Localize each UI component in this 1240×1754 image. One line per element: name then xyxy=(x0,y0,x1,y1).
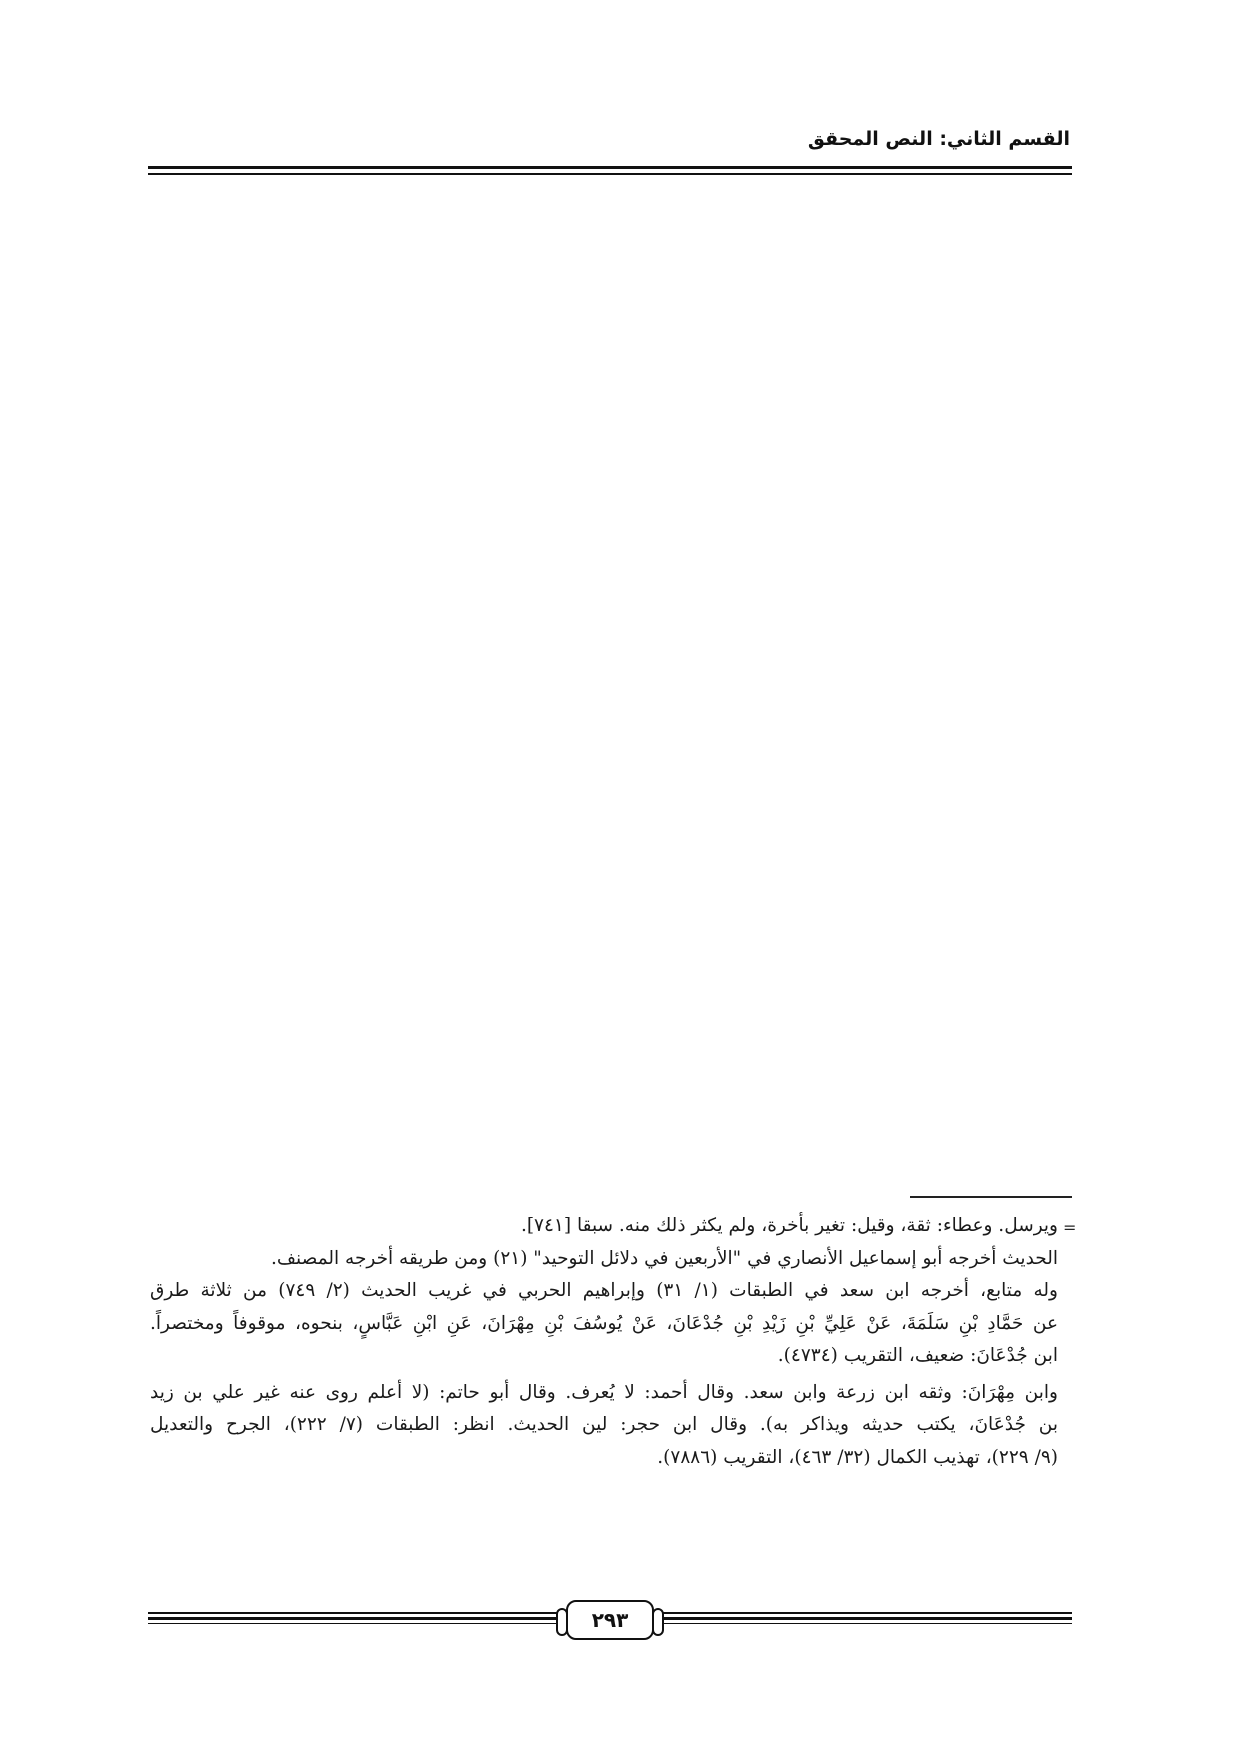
footer-rule-right xyxy=(656,1612,1072,1614)
footnotes-block xyxy=(150,1210,1058,1474)
header-rule-thick xyxy=(148,166,1072,169)
footer-rule-left xyxy=(148,1612,560,1614)
footnote-line: (٩/ ٢٢٩)، تهذيب الكمال (٣٢/ ٤٦٣)، التقريب (٧٨٨٦). xyxy=(657,1446,1058,1468)
page-number: ٢٩٣ xyxy=(566,1600,654,1640)
footer-rule-left xyxy=(148,1617,560,1620)
footer-rule-right xyxy=(656,1623,1072,1624)
running-header-title: القسم الثاني: النص المحقق xyxy=(807,128,1070,150)
footnote-separator xyxy=(910,1196,1072,1198)
footnote-line: وله متابع، أخرجه ابن سعد في الطبقات (١/ ٣١) وإبراهيم الحربي في غريب الحديث (٢/ ٧٤٩) من ثلاثة طرق xyxy=(150,1280,1058,1301)
footnote-line: ويرسل. وعطاء: ثقة، وقيل: تغير بأخرة، ولم يكثر ذلك منه. سبقا [٧٤١]. xyxy=(520,1215,1058,1236)
footnote-line: ابن جُدْعَانَ: ضعيف، التقريب (٤٧٣٤). xyxy=(777,1345,1058,1366)
footnote-line: الحديث أخرجه أبو إسماعيل الأنصاري في "الأربعين في دلائل التوحيد" (٢١) ومن طريقه أخرجه المصنف. xyxy=(271,1247,1058,1269)
footnote-line: وابن مِهْرَانَ: وثقه ابن زرعة وابن سعد. وقال أحمد: لا يُعرف. وقال أبو حاتم: (لا أعلم روى عنه غير علي بن زيد xyxy=(150,1381,1058,1403)
footnote-line: عن حَمَّادِ بْنِ سَلَمَةَ، عَنْ عَلِيِّ بْنِ زَيْدِ بْنِ جُدْعَانَ، عَنْ يُوسُفَ بْنِ مِهْرَانَ، عَنِ ابْنِ عَبَّاسٍ، بنحوه، موقوفاً ومختصراً. xyxy=(150,1312,1058,1334)
footnote-line: بن جُدْعَانَ، يكتب حديثه ويذاكر به). وقال ابن حجر: لين الحديث. انظر: الطبقات (٧/ ٢٢٢)، الجرح والتعديل xyxy=(150,1414,1058,1435)
header-rule-thin xyxy=(148,173,1072,175)
footer-rule-right xyxy=(656,1617,1072,1620)
footnote-continuation-mark: = xyxy=(1063,1218,1077,1237)
footer-rule-left xyxy=(148,1623,560,1624)
